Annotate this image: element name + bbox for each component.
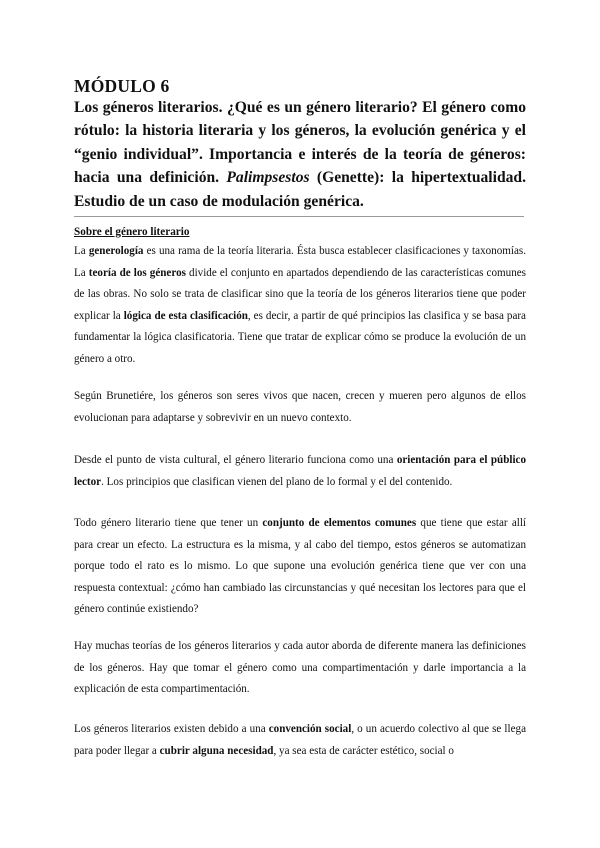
bold-term: conjunto de elementos comunes xyxy=(262,517,417,529)
paragraph-text: . Los principios que clasifican vienen del plano de lo formal y el del contenido. xyxy=(101,475,453,488)
paragraph-text: divide el conjunto en apartados dependiendo de las características comunes de las obras. No solo se trata de clasificar sino que la teoría de los géneros literarios tiene que poder explicar la xyxy=(74,266,526,322)
paragraph-theories xyxy=(74,636,526,701)
paragraph-text: , ya sea esta de carácter estético, social o xyxy=(273,744,454,757)
paragraph-common-elements xyxy=(74,513,526,621)
paragraph-text: es una rama de la teoría literaria. Ésta busca establecer clasificaciones y taxonomías. La xyxy=(74,245,526,279)
bold-term: generología xyxy=(88,245,144,257)
paragraph-text: , es decir, a partir de qué principios las clasifica y se basa para fundamentar la lógica clasificatoria. Tiene que tratar de explicar cómo se produce la evolución de un género a otro. xyxy=(74,309,526,365)
bold-term: lógica de esta clasificación xyxy=(123,309,248,322)
module-title: MÓDULO 6 xyxy=(74,76,170,96)
paragraph-generologia xyxy=(74,241,526,371)
bold-term: cubrir alguna necesidad xyxy=(159,744,274,757)
paragraph-text: Los géneros literarios existen debido a una xyxy=(74,723,269,735)
paragraph-text: que tiene que estar allí para crear un efecto. La estructura es la misma, y al cabo del tiempo, estos géneros se automatizan porque todo el rato es lo mismo. Lo que supone una evolución genérica tiene que ver con una respuesta contextual: ¿cómo han cambiado las circunstancias y qué necesitan los lectores para que el género continúe existiendo? xyxy=(74,517,527,616)
paragraph-social-convention xyxy=(74,719,526,762)
paragraph-text: La xyxy=(74,245,89,257)
bold-term: teoría de los géneros xyxy=(88,266,186,279)
module-subtitle xyxy=(74,96,526,213)
subtitle-italic-title: Palimpsestos xyxy=(226,169,310,187)
paragraph-text: Según Brunetiére, los géneros son seres vivos que nacen, crecen y mueren pero algunos de ellos evolucionan para adaptarse y sobrevivir en un nuevo contexto. xyxy=(74,390,526,424)
bold-term: orientación para el público lector xyxy=(74,454,526,488)
section-heading: Sobre el género literario xyxy=(74,226,190,238)
paragraph-text: Todo género literario tiene que tener un xyxy=(74,517,263,529)
bold-term: convención social xyxy=(268,723,352,735)
paragraph-text: Hay muchas teorías de los géneros literarios y cada autor aborda de diferente manera las definiciones de los géneros. Hay que tomar el género como una compartimentación y darle importancia a la explicación de esta compartimentación. xyxy=(74,640,526,696)
paragraph-text: Desde el punto de vista cultural, el género literario funciona como una xyxy=(74,454,397,466)
horizontal-divider xyxy=(74,216,524,217)
subtitle-text: Los géneros literarios. ¿Qué es un género literario? El género como rótulo: la historia literaria y los géneros, la evolución genérica y el “genio individual”. Importancia e interés de la teoría de géneros: hacia una definición. xyxy=(74,99,526,187)
subtitle-text-end: (Genette): la hipertextualidad. Estudio de un caso de modulación genérica. xyxy=(74,169,526,210)
paragraph-brunetiere xyxy=(74,386,526,429)
paragraph-text: , o un acuerdo colectivo al que se llega para poder llegar a xyxy=(74,723,526,757)
paragraph-cultural-view xyxy=(74,450,526,493)
